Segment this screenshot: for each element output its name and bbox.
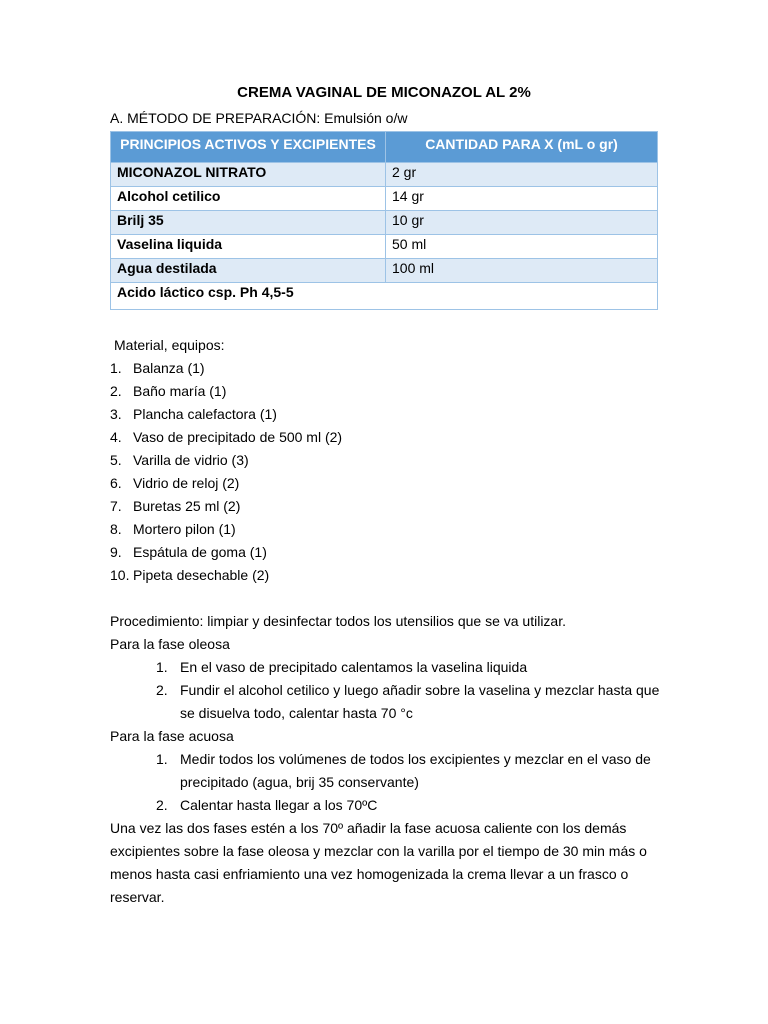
- list-item: 7. Buretas 25 ml (2): [110, 495, 660, 518]
- list-item: 2. Calentar hasta llegar a los 70ºC: [110, 794, 660, 817]
- step-text: Fundir el alcohol cetilico y luego añadir sobre la vaselina y mezclar hasta que se disuelva todo, calentar hasta 70 °c: [180, 682, 660, 721]
- document-title: CREMA VAGINAL DE MICONAZOL AL 2%: [237, 84, 531, 101]
- list-item-text: Vidrio de reloj (2): [133, 475, 240, 491]
- list-item: 5. Varilla de vidrio (3): [110, 449, 660, 472]
- materials-heading: Material, equipos:: [114, 337, 225, 353]
- list-item: 2. Fundir el alcohol cetilico y luego añadir sobre la vaselina y mezclar hasta que se disuelva todo, calentar hasta 70 °c: [110, 679, 660, 725]
- list-item-text: Buretas 25 ml (2): [133, 498, 241, 514]
- step-text: En el vaso de precipitado calentamos la vaselina liquida: [180, 659, 528, 675]
- ingredients-table: [110, 131, 658, 310]
- ingredient-name: Vaselina liquida: [111, 235, 386, 259]
- list-item: 6. Vidrio de reloj (2): [110, 472, 660, 495]
- list-item: 4. Vaso de precipitado de 500 ml (2): [110, 426, 660, 449]
- materials-list: [110, 357, 660, 587]
- list-item-text: Pipeta desechable (2): [133, 567, 270, 583]
- document-page: [110, 84, 660, 909]
- list-item-text: Espátula de goma (1): [133, 544, 267, 560]
- table-header-row: [111, 132, 658, 163]
- list-item-text: Baño maría (1): [133, 383, 227, 399]
- table-row: [111, 259, 658, 283]
- list-item: 10. Pipeta desechable (2): [110, 564, 660, 587]
- procedure-intro: Procedimiento: limpiar y desinfectar todos los utensilios que se va utilizar.: [110, 613, 566, 629]
- oily-phase-heading: Para la fase oleosa: [110, 636, 230, 652]
- ingredient-amount: 2 gr: [386, 163, 658, 187]
- list-item: 9. Espátula de goma (1): [110, 541, 660, 564]
- closing-paragraph: Una vez las dos fases estén a los 70º añadir la fase acuosa caliente con los demás excipientes sobre la fase oleosa y mezclar con la varilla por el tiempo de 30 min más o menos hasta casi enfriamiento una vez homogenizada la crema llevar a un frasco o reservar.: [110, 820, 647, 905]
- ingredient-amount: 10 gr: [386, 211, 658, 235]
- header-quantity: CANTIDAD PARA X (mL o gr): [386, 132, 658, 163]
- list-item-text: Mortero pilon (1): [133, 521, 236, 537]
- table-footer-note: Acido láctico csp. Ph 4,5-5: [111, 283, 658, 310]
- aqueous-phase-steps: [110, 748, 660, 817]
- table-footer-row: [111, 283, 658, 310]
- list-item: 1. Medir todos los volúmenes de todos los excipientes y mezclar en el vaso de precipitado (agua, brij 35 conservante): [110, 748, 660, 794]
- list-item: 3. Plancha calefactora (1): [110, 403, 660, 426]
- ingredient-name: Agua destilada: [111, 259, 386, 283]
- ingredient-name: Alcohol cetilico: [111, 187, 386, 211]
- table-row: [111, 235, 658, 259]
- table-row: [111, 187, 658, 211]
- oily-phase-steps: [110, 656, 660, 725]
- step-text: Calentar hasta llegar a los 70ºC: [180, 797, 378, 813]
- list-item: 2. Baño maría (1): [110, 380, 660, 403]
- table-row: [111, 163, 658, 187]
- list-item-text: Balanza (1): [133, 360, 205, 376]
- list-item-text: Varilla de vidrio (3): [133, 452, 249, 468]
- list-item: 8. Mortero pilon (1): [110, 518, 660, 541]
- ingredient-amount: 100 ml: [386, 259, 658, 283]
- list-item: 1. En el vaso de precipitado calentamos la vaselina liquida: [110, 656, 660, 679]
- ingredient-amount: 50 ml: [386, 235, 658, 259]
- aqueous-phase-heading: Para la fase acuosa: [110, 728, 234, 744]
- ingredient-amount: 14 gr: [386, 187, 658, 211]
- list-item: 1. Balanza (1): [110, 357, 660, 380]
- header-ingredients: PRINCIPIOS ACTIVOS Y EXCIPIENTES: [111, 132, 386, 163]
- ingredient-name: MICONAZOL NITRATO: [111, 163, 386, 187]
- preparation-method: A. MÉTODO DE PREPARACIÓN: Emulsión o/w: [110, 110, 408, 126]
- list-item-text: Plancha calefactora (1): [133, 406, 277, 422]
- list-item-text: Vaso de precipitado de 500 ml (2): [133, 429, 343, 445]
- ingredient-name: Brilj 35: [111, 211, 386, 235]
- step-text: Medir todos los volúmenes de todos los excipientes y mezclar en el vaso de precipitado (agua, brij 35 conservante): [180, 751, 651, 790]
- table-row: [111, 211, 658, 235]
